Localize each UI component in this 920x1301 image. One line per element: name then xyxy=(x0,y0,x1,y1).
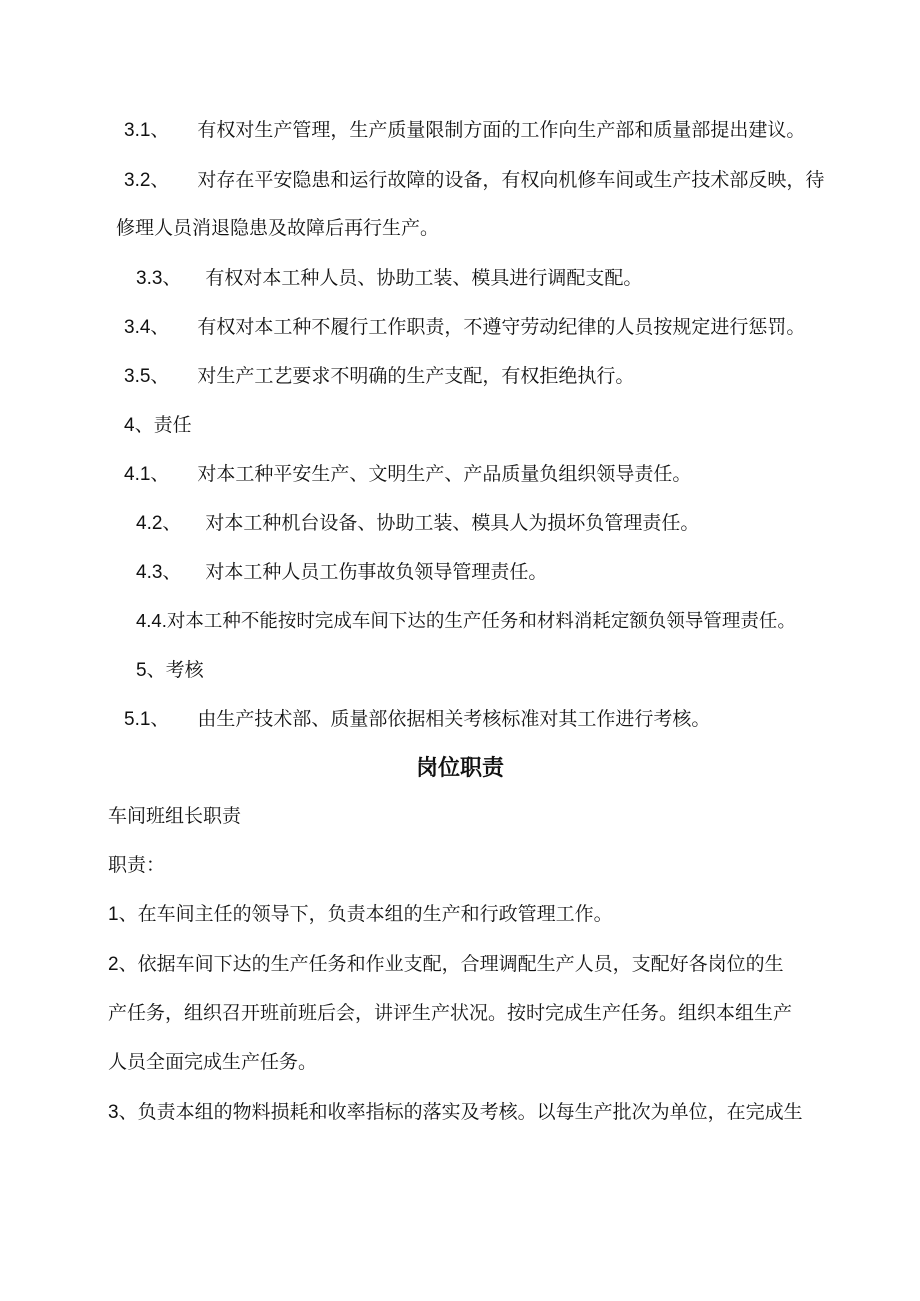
clause-text: 修理人员消退隐患及故障后再行生产。 xyxy=(116,217,440,239)
duty-3 xyxy=(108,1100,803,1125)
clause-text: 由生产技术部、质量部依据相关考核标准对其工作进行考核。 xyxy=(197,708,711,730)
duty-number: 2 xyxy=(108,954,119,975)
clause-number: 4.3、 xyxy=(136,562,182,583)
clause-5-1 xyxy=(124,707,710,732)
clause-number: 3.3、 xyxy=(136,268,182,289)
duty-1 xyxy=(108,902,613,927)
duty-number: 3 xyxy=(108,1102,119,1123)
duty-text: 、负责本组的物料损耗和收率指标的落实及考核。以每生产批次为单位，在完成生 xyxy=(118,1101,803,1123)
duty-2 xyxy=(108,952,784,977)
clause-3-5 xyxy=(124,364,634,389)
duty-2-continuation xyxy=(108,1050,317,1074)
clause-text: 对存在平安隐患和运行故障的设备，有权向机修车间或生产技术部反映，待 xyxy=(197,169,825,191)
clause-text: 对生产工艺要求不明确的生产支配，有权拒绝执行。 xyxy=(197,365,635,387)
clause-number: 3.5、 xyxy=(124,366,170,387)
section-title: 考核 xyxy=(165,659,204,681)
clause-text: 有权对生产管理，生产质量限制方面的工作向生产部和质量部提出建议。 xyxy=(197,119,806,141)
clause-number: 4.1、 xyxy=(124,464,170,485)
duty-text: 、依据车间下达的生产任务和作业支配，合理调配生产人员，支配好各岗位的生 xyxy=(118,953,784,975)
clause-3-2-continuation xyxy=(116,216,439,240)
clause-number: 4.4. xyxy=(136,610,167,631)
page-heading: 岗位职责 xyxy=(415,755,504,780)
clause-text: 对本工种机台设备、协助工装、模具人为损坏负管理责任。 xyxy=(205,512,700,534)
clause-number: 3.2、 xyxy=(124,170,170,191)
clause-4-1 xyxy=(124,462,691,487)
clause-3-2 xyxy=(124,168,824,193)
clause-number: 3.1、 xyxy=(124,120,170,141)
clause-text: 对本工种不能按时完成车间下达的生产任务和材料消耗定额负领导管理责任。 xyxy=(166,611,796,632)
clause-4-2 xyxy=(136,511,699,536)
clause-text: 有权对本工种人员、协助工装、模具进行调配支配。 xyxy=(205,267,643,289)
clause-3-4 xyxy=(124,315,805,340)
duty-text: 人员全面完成生产任务。 xyxy=(108,1051,318,1073)
duty-2-continuation xyxy=(108,1001,792,1025)
section-5-title xyxy=(136,658,204,683)
role-title: 车间班组长职责 xyxy=(108,805,242,827)
duty-number: 1 xyxy=(108,904,119,925)
clause-number: 5.1、 xyxy=(124,709,170,730)
section-number: 5、 xyxy=(136,660,166,681)
clause-text: 对本工种人员工伤事故负领导管理责任。 xyxy=(205,561,548,583)
clause-number: 3.4、 xyxy=(124,317,170,338)
clause-text: 有权对本工种不履行工作职责，不遵守劳动纪律的人员按规定进行惩罚。 xyxy=(197,316,806,338)
section-title: 责任 xyxy=(153,414,192,436)
clause-3-3 xyxy=(136,266,642,291)
clause-3-1 xyxy=(124,118,805,143)
duties-label: 职责： xyxy=(108,854,166,876)
duty-text: 、在车间主任的领导下，负责本组的生产和行政管理工作。 xyxy=(118,903,613,925)
clause-number: 4.2、 xyxy=(136,513,182,534)
duty-text: 产任务，组织召开班前班后会，讲评生产状况。按时完成生产任务。组织本组生产 xyxy=(108,1002,793,1024)
section-4-title xyxy=(124,413,192,438)
clause-text: 对本工种平安生产、文明生产、产品质量负组织领导责任。 xyxy=(197,463,692,485)
section-number: 4、 xyxy=(124,415,154,436)
clause-4-3 xyxy=(136,560,547,585)
clause-4-4 xyxy=(136,609,796,634)
